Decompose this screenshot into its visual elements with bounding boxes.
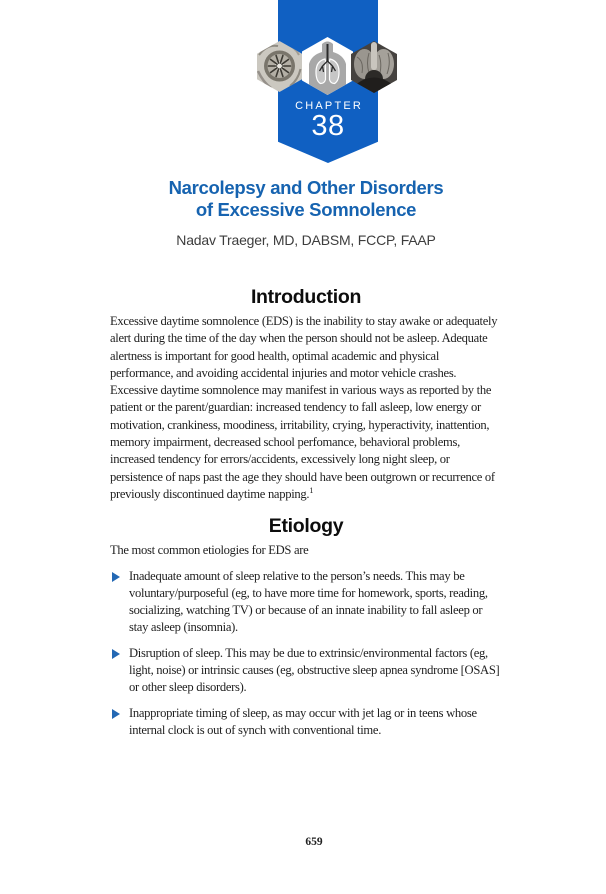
triangle-bullet-icon (112, 709, 120, 719)
etiology-heading: Etiology (268, 515, 344, 538)
bullet-text: Inadequate amount of sleep relative to the person’s needs. This may be voluntary/purposeful (eg, to have more time for homework, sports, reading, socializing, watching TV) or because of an innate inability to fall asleep or stay asleep (insomnia). (129, 568, 488, 635)
bullet-text: Inappropriate timing of sleep, as may occur with jet lag or in teens whose internal clock is out of synch with conventional time. (129, 705, 477, 737)
list-item (110, 705, 502, 740)
chapter-number: 38 (311, 110, 345, 142)
lungs-illustration-hexagon-image (302, 37, 353, 95)
introduction-paragraph (110, 313, 502, 503)
author-byline: Nadav Traeger, MD, DABSM, FCCP, FAAP (176, 232, 436, 248)
chapter-label: CHAPTER (295, 100, 364, 112)
page-number: 659 (305, 836, 323, 848)
footnote-reference: 1 (309, 484, 314, 495)
list-item (110, 568, 502, 637)
triangle-bullet-icon (112, 572, 120, 582)
airway-micrograph-hexagon-image (257, 41, 302, 92)
chapter-title-line1: Narcolepsy and Other Disorders (168, 177, 444, 198)
content-column (0, 177, 606, 739)
bullet-text: Disruption of sleep. This may be due to extrinsic/environmental factors (eg, light, noise) or intrinsic causes (eg, obstructive sleep apnea syndrome [OSAS] or other sleep disorders). (129, 645, 500, 695)
etiology-intro-line: The most common etiologies for EDS are (110, 543, 309, 558)
etiology-bullet-list (110, 568, 502, 740)
list-item (110, 645, 502, 697)
introduction-paragraph-text: Excessive daytime somnolence (EDS) is the inability to stay awake or adequately alert during the time of the day when the person should not be asleep. Adequate alertness is important for good health, optimal academic and physical performance, and avoiding accidental injuries and motor vehicle crashes. Excessive daytime somnolence may manifest in various ways as reported by the patient or the parent/guardian: increased tendency to fall asleep, low energy or motivation, crankiness, moodiness, irritability, crying, hyperactivity, inattention, memory impairment, decreased school perfomance, behavioral problems, increased tendency for errors/accidents, excessively long night sleep, or persistence of naps past the age they should have been outgrown or recurrence of previously discontinued daytime napping. (110, 314, 498, 501)
chapter-title (110, 177, 502, 220)
triangle-bullet-icon (112, 649, 120, 659)
chest-scan-hexagon-image (351, 41, 397, 93)
chapter-title-line2: of Excessive Somnolence (195, 198, 417, 220)
introduction-heading: Introduction (250, 286, 362, 308)
